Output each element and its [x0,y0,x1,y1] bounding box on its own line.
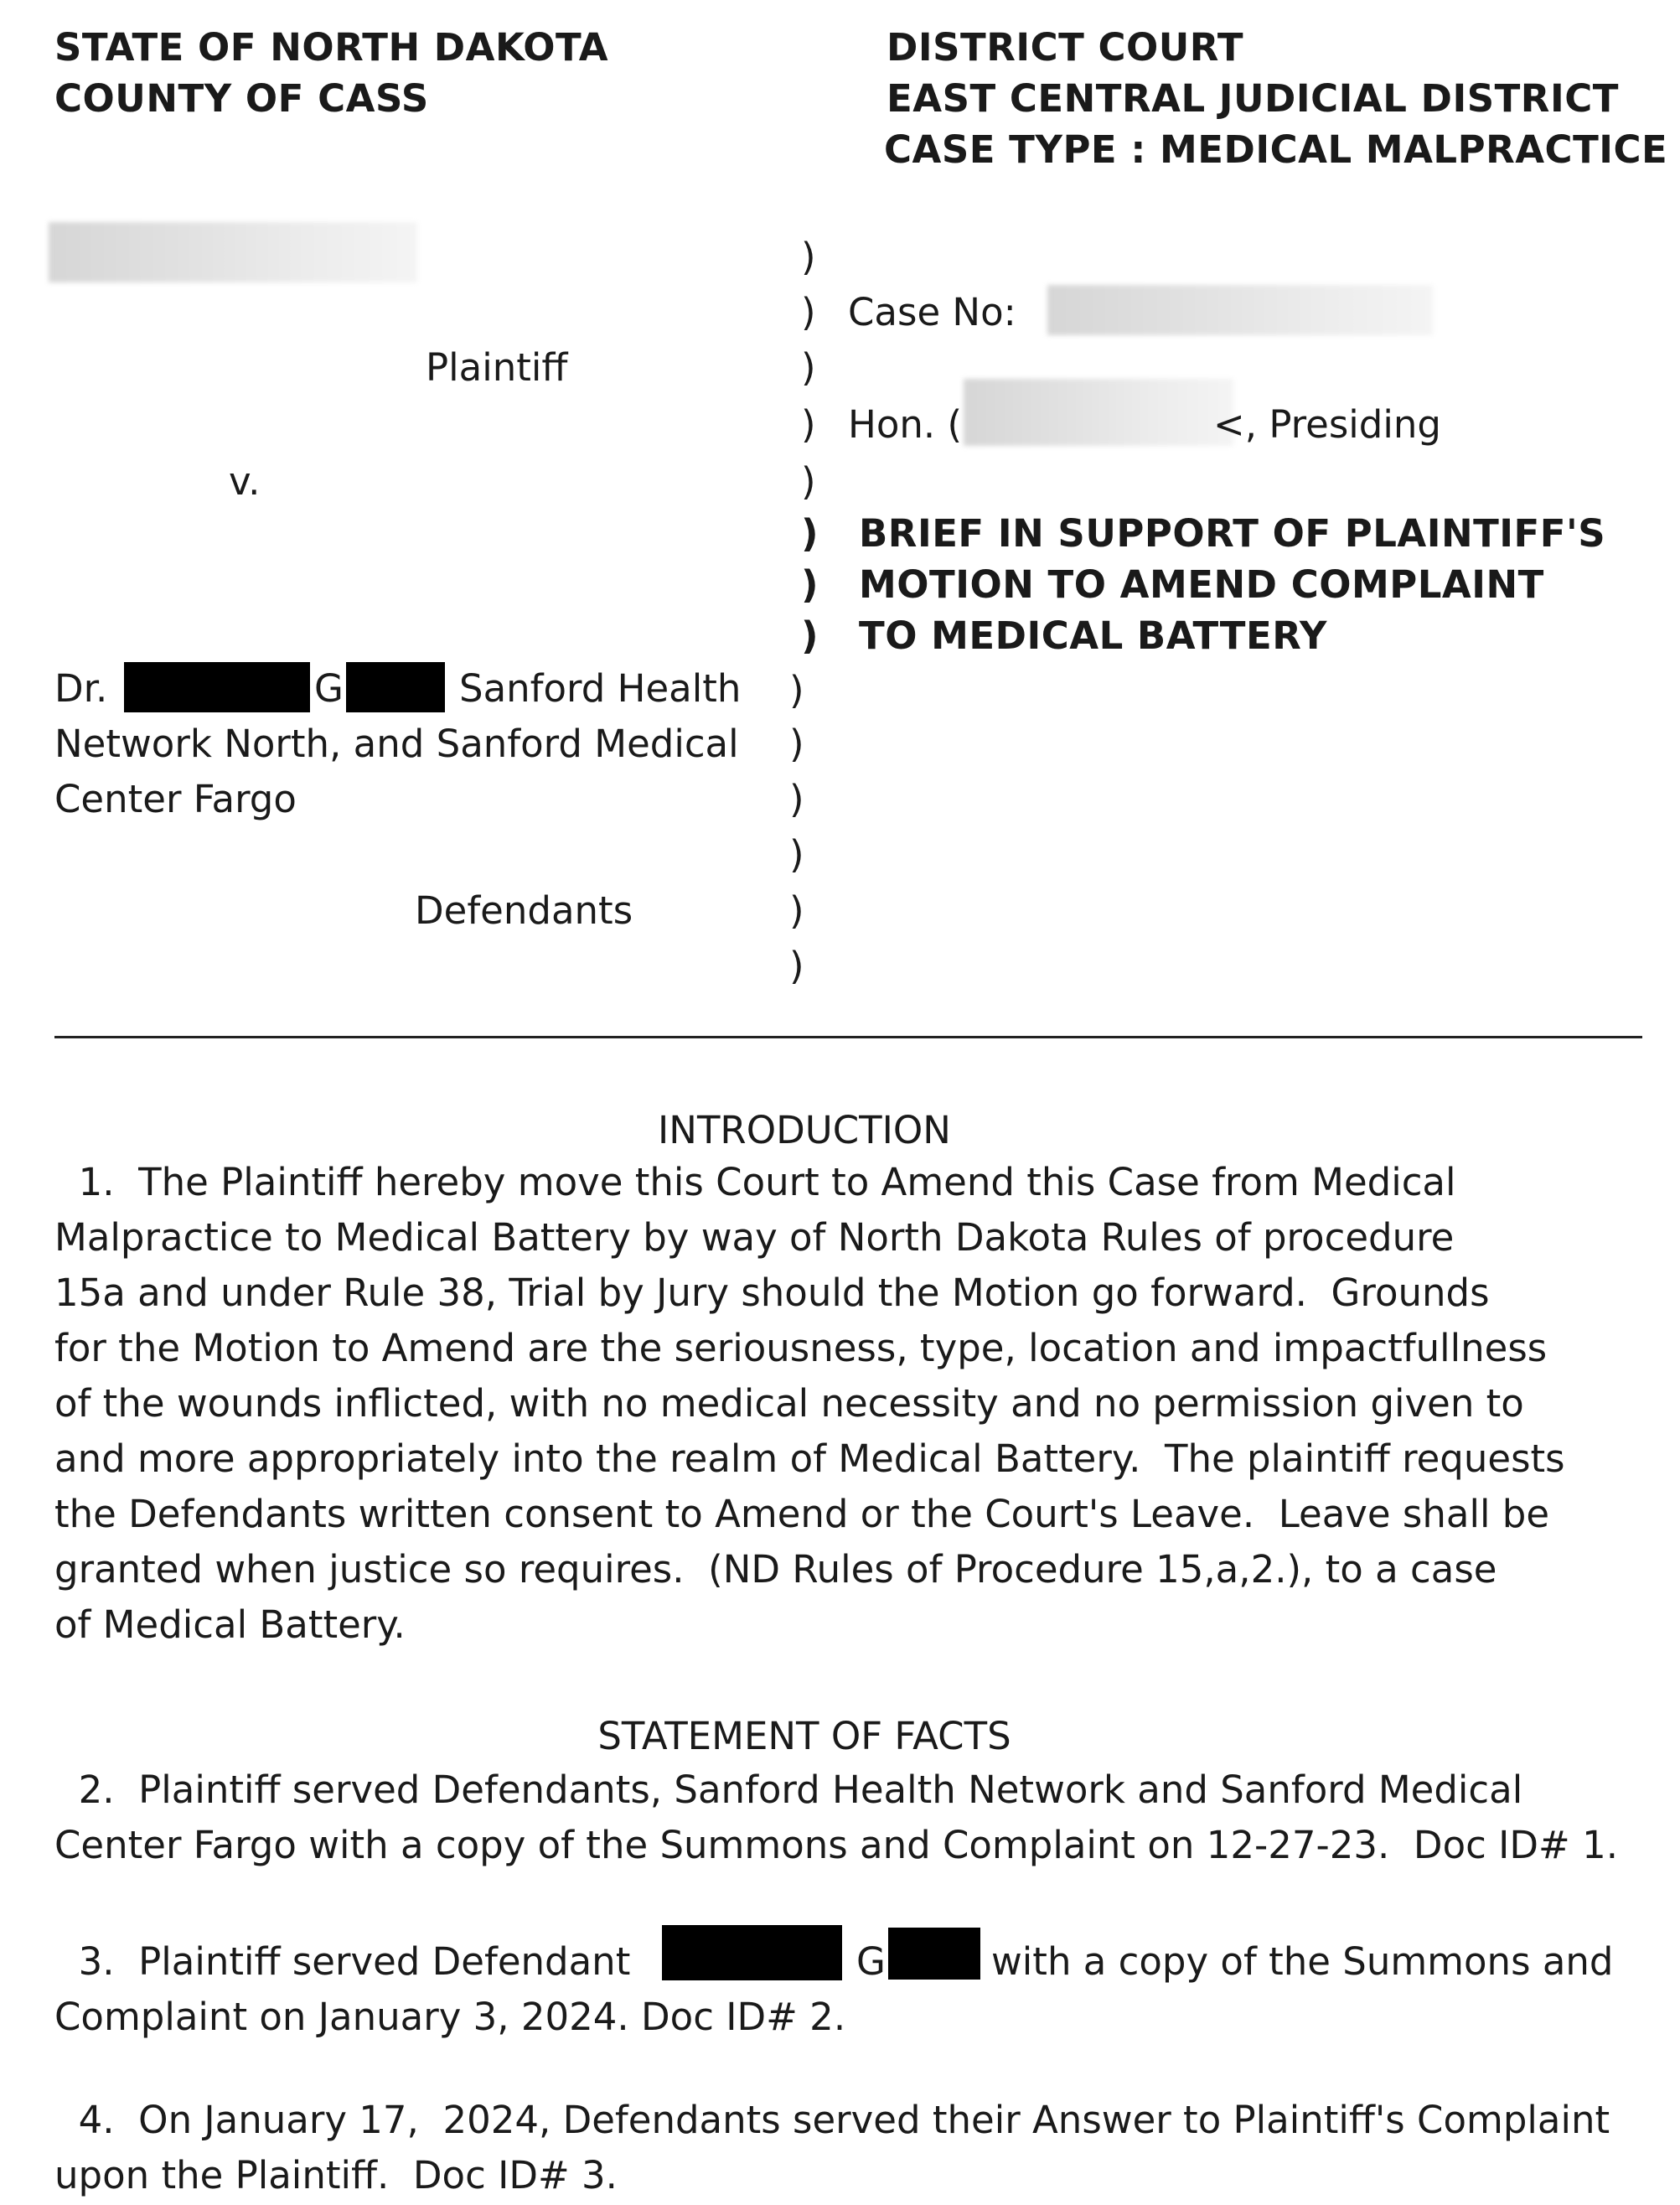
paragraph-line: 4. On January 17, 2024, Defendants served their Answer to Plaintiff's Complaint [54,2098,1610,2142]
case-number-redaction [1047,285,1433,335]
caption-paren: ) [801,402,816,447]
paragraph-line: Center Fargo with a copy of the Summons and Complaint on 12-27-23. Doc ID# 1. [54,1823,1619,1867]
caption-paren: ) [801,511,819,556]
fact3-last-name-redaction [888,1928,980,1980]
case-type-heading: CASE TYPE : MEDICAL MALPRACTICE [884,127,1668,172]
defendant-last-name-redaction [346,662,445,712]
county-heading: COUNTY OF CASS [54,76,429,121]
paragraph-line: Malpractice to Medical Battery by way of North Dakota Rules of procedure [54,1215,1455,1260]
paragraph-line: of Medical Battery. [54,1602,406,1647]
caption-paren: ) [801,613,819,658]
paragraph-line: granted when justice so requires. (ND Rules of Procedure 15,a,2.), to a case [54,1547,1497,1592]
caption-divider [54,1036,1642,1038]
facts-heading: STATEMENT OF FACTS [597,1714,1011,1758]
paragraph-line: the Defendants written consent to Amend or the Court's Leave. Leave shall be [54,1492,1550,1536]
caption-paren: ) [789,944,804,988]
paragraph-line: 2. Plaintiff served Defendants, Sanford Health Network and Sanford Medical [54,1768,1523,1812]
caption-paren: ) [789,777,804,821]
judge-suffix: <, Presiding [1213,402,1441,447]
paragraph-line: 1. The Plaintiff hereby move this Court to Amend this Case from Medical [54,1160,1456,1204]
paragraph-line: for the Motion to Amend are the seriousness, type, location and impactfullness [54,1326,1548,1370]
introduction-paragraph [54,1155,1646,1653]
fact-item-2 [54,1762,1646,1873]
paragraph-line: upon the Plaintiff. Doc ID# 3. [54,2153,618,2197]
fact-item-3-suffix: with a copy of the Summons and [991,1939,1614,1984]
caption-paren: ) [801,235,816,279]
defendant-first-name-redaction [124,662,310,712]
defendant-initial: G [314,666,344,711]
plaintiff-label: Plaintiff [426,345,568,390]
fact-item-3-line2: Complaint on January 3, 2024. Doc ID# 2. [54,1995,846,2039]
caption-paren: ) [789,668,804,712]
brief-title-line1: BRIEF IN SUPPORT OF PLAINTIFF'S [859,511,1606,556]
plaintiff-name-redaction [49,222,417,282]
versus-label: v. [229,459,261,504]
caption-paren: ) [789,888,804,933]
defendant-line2: Network North, and Sanford Medical [54,722,739,766]
fact-item-4 [54,2093,1646,2203]
caption-paren: ) [801,562,819,607]
caption-paren: ) [801,290,816,334]
caption-paren: ) [789,832,804,877]
paragraph-line: of the wounds inflicted, with no medical necessity and no permission given to [54,1381,1524,1426]
caption-paren: ) [801,459,816,504]
brief-title-line2: MOTION TO AMEND COMPLAINT [859,562,1544,607]
caption-paren: ) [801,345,816,390]
caption-paren: ) [789,722,804,766]
court-heading: DISTRICT COURT [887,25,1244,70]
paragraph-line: 15a and under Rule 38, Trial by Jury should the Motion go forward. Grounds [54,1271,1490,1315]
judge-prefix: Hon. ( [848,402,963,447]
defendant-line1-suffix: Sanford Health [459,666,742,711]
district-heading: EAST CENTRAL JUDICIAL DISTRICT [887,76,1619,121]
defendant-dr-prefix: Dr. [54,666,108,711]
fact-item-3-prefix: 3. Plaintiff served Defendant [54,1939,631,1984]
case-number-label: Case No: [848,290,1016,334]
state-heading: STATE OF NORTH DAKOTA [54,25,609,70]
fact-item-3-initial: G [856,1939,886,1984]
brief-title-line3: TO MEDICAL BATTERY [859,613,1327,658]
defendants-label: Defendants [415,888,633,933]
defendant-line3: Center Fargo [54,777,297,821]
paragraph-line: and more appropriately into the realm of Medical Battery. The plaintiff requests [54,1436,1565,1481]
fact3-first-name-redaction [662,1925,842,1980]
introduction-heading: INTRODUCTION [658,1108,951,1152]
judge-name-redaction [964,379,1233,446]
